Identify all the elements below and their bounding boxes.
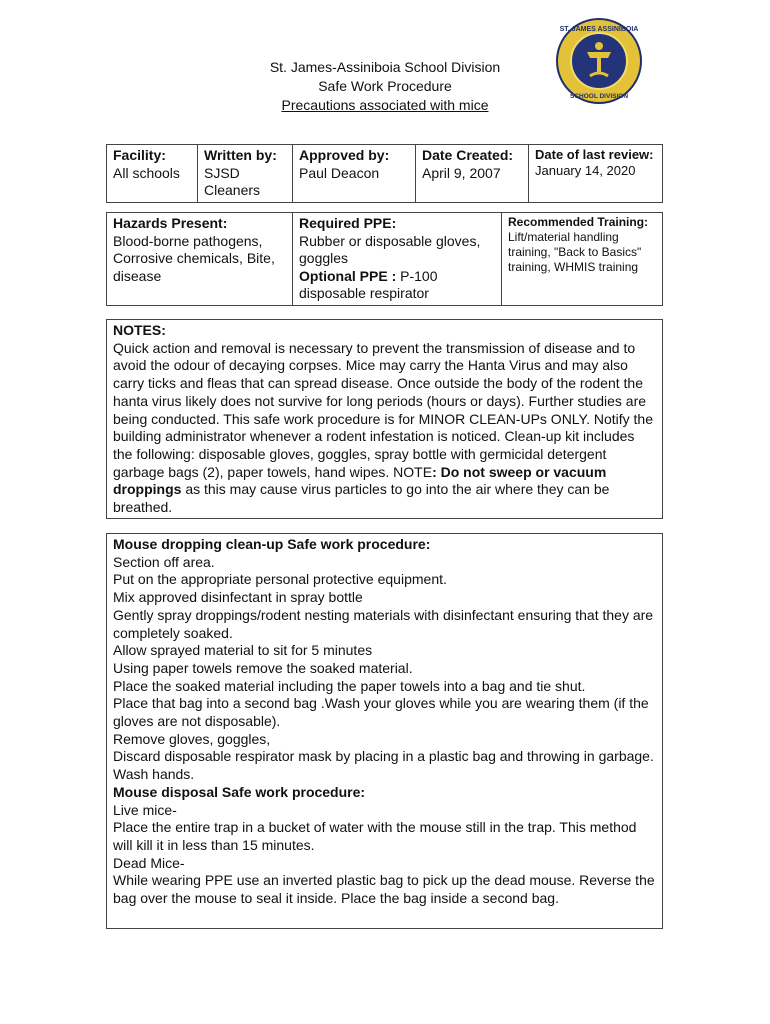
ppe-cell [293, 213, 502, 306]
optional-ppe-label: Optional PPE : [299, 267, 397, 284]
hazards-label: Hazards Present: [113, 215, 228, 231]
ppe-label: Required PPE: [299, 215, 397, 231]
dead-mice-label: Dead Mice- [113, 854, 185, 871]
last-review-label: Date of last review: [535, 147, 654, 162]
procedure-step: Allow sprayed material to sit for 5 minutes [113, 642, 373, 659]
procedure-step: Put on the appropriate personal protective equipment. [113, 571, 447, 588]
svg-text:SCHOOL DIVISION: SCHOOL DIVISION [569, 93, 629, 100]
training-cell [502, 213, 663, 306]
approved-by-value: Paul Deacon [299, 164, 380, 181]
written-by-value: SJSD Cleaners [204, 164, 261, 198]
last-review-value: January 14, 2020 [535, 163, 636, 178]
procedure-step: Gently spray droppings/rodent nesting materials with disinfectant ensuring that they are completely soaked. [113, 606, 654, 641]
approved-by-cell [293, 145, 416, 203]
approved-by-label: Approved by: [299, 147, 390, 163]
organization-name: St. James-Assiniboia School Division [269, 59, 501, 75]
document-type: Safe Work Procedure [318, 78, 452, 94]
svg-text:ST. JAMES ASSINIBOIA: ST. JAMES ASSINIBOIA [559, 26, 639, 33]
disposal-procedure-title: Mouse disposal Safe work procedure: [113, 783, 366, 800]
facility-cell [107, 145, 198, 203]
info-table [106, 144, 663, 203]
live-mice-label: Live mice- [113, 801, 177, 818]
procedure-step: Place the soaked material including the paper towels into a bag and tie shut. [113, 677, 586, 694]
hazards-value: Blood-borne pathogens, Corrosive chemicals, Bite, disease [113, 232, 275, 284]
procedure-step: Remove gloves, goggles, [113, 730, 271, 747]
date-created-cell [416, 145, 529, 203]
written-by-cell [198, 145, 293, 203]
optional-ppe-value: P-100 disposable respirator [299, 267, 438, 301]
training-value: Lift/material handling training, "Back to Basics" training, WHMIS training [508, 230, 642, 274]
date-created-label: Date Created: [422, 147, 514, 163]
procedure-step: Section off area. [113, 553, 215, 570]
procedure-step: Place that bag into a second bag .Wash your gloves while you are wearing them (if the gloves are not disposable). [113, 695, 649, 730]
date-created-value: April 9, 2007 [422, 164, 501, 181]
cleanup-procedure-title: Mouse dropping clean-up Safe work procedure: [113, 536, 431, 552]
procedure-step: Discard disposable respirator mask by placing in a plastic bag and throwing in garbage. Wash hands. [113, 748, 654, 783]
hazards-table [106, 212, 663, 306]
document-subject: Precautions associated with mice [281, 97, 489, 113]
training-label: Recommended Training: [508, 215, 649, 229]
notes-text [113, 340, 656, 517]
procedure-box [106, 533, 663, 929]
written-by-label: Written by: [204, 147, 277, 163]
last-review-cell [529, 145, 663, 203]
facility-value: All schools [113, 164, 180, 181]
procedure-step: Using paper towels remove the soaked material. [113, 659, 413, 676]
ppe-value: Rubber or disposable gloves, goggles [299, 232, 481, 266]
document-header [200, 58, 570, 115]
dead-mice-text: While wearing PPE use an inverted plastic bag to pick up the dead mouse. Reverse the bag over the mouse to seal it inside. Place the bag inside a second bag. [113, 872, 655, 907]
notes-warning: : Do not sweep or vacuum droppings [113, 463, 607, 498]
notes-tail: as this may cause virus particles to go into the air where they can be breathed. [113, 481, 610, 516]
notes-box [106, 319, 663, 519]
notes-body: Quick action and removal is necessary to prevent the transmission of disease and to avoid the odour of decaying corpses. Mice may carry the Hanta Virus and may also carry ticks and fleas that can spread disease. Once outside the body of the rodent the hanta virus likely does not survive for long periods (hours or days). Further studies are being conducted. This safe work procedure is for MINOR CLEAN-UPs ONLY. Notify the building administrator whenever a rodent infestation is noticed. Clean-up kit includes the following: disposable gloves, goggles, spray bottle with germicidal detergent garbage bags (2), paper towels, hand wipes. NOTE [113, 339, 654, 480]
notes-label: NOTES: [113, 322, 166, 338]
procedure-step: Mix approved disinfectant in spray bottle [113, 589, 363, 606]
facility-label: Facility: [113, 147, 166, 163]
hazards-cell [107, 213, 293, 306]
live-mice-text: Place the entire trap in a bucket of water with the mouse still in the trap. This method will kill it in less than 15 minutes. [113, 819, 637, 853]
